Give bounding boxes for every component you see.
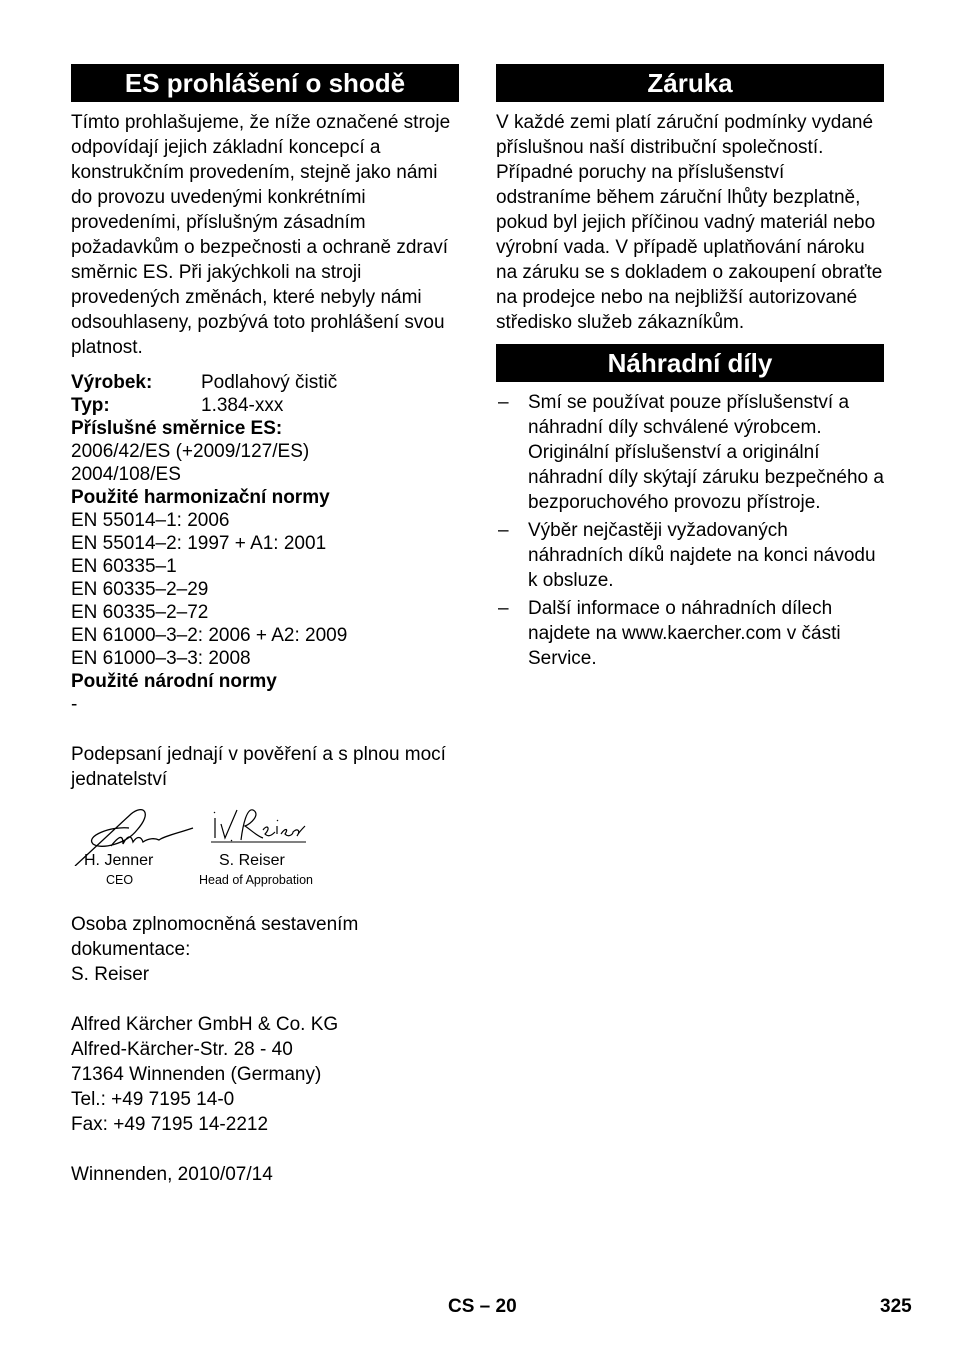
signature-reiser-image <box>211 804 306 846</box>
standard-item: EN 55014–1: 2006 <box>71 510 230 531</box>
authorized-text: Osoba zplnomocněná sestavením dokumentace: <box>71 914 359 960</box>
warranty-text: V každé zemi platí záruční podmínky vydané příslušnou naší distribuční společností. Případné poruchy na příslušenství odstraníme během záruční lhůty bezplatně, pokud byl jejich příčinou vadný materiál nebo výrobní vada. V případě uplatňování nároku na záruku se s dokladem o zakoupení obraťte na prodejce nebo na nejbližší autorizované středisko služeb zákazníkům. <box>496 112 883 333</box>
footer-page-number: 325 <box>880 1296 912 1317</box>
signer-2-role: Head of Approbation <box>199 873 313 887</box>
footer-language-page: CS – 20 <box>448 1296 517 1317</box>
list-item <box>496 518 884 593</box>
warranty-column <box>496 64 884 674</box>
declaration-heading: ES prohlášení o shodě <box>71 64 459 102</box>
national-standards-value: - <box>71 694 78 715</box>
national-standards-label: Použité národní normy <box>71 671 277 692</box>
declaration-intro: Tímto prohlašujeme, že níže označené stroje odpovídají jejich základní koncepcí a konstrukčním provedením, stejně jako námi do provozu uvedenými konkrétními provedeními, příslušným zásadním požadavkům o bezpečnosti a ochraně zdraví směrnic ES. Při jakýchkoli na stroji provedených změnách, které nebyly námi odsouhlaseny, pozbývá toto prohlášení svou platnost. <box>71 112 451 358</box>
type-label: Typ: <box>71 395 110 416</box>
spare-parts-heading: Náhradní díly <box>496 344 884 382</box>
address-line: Fax: +49 7195 14-2212 <box>71 1114 269 1135</box>
spare-parts-list <box>496 390 884 671</box>
address-line: Alfred Kärcher GmbH & Co. KG <box>71 1014 339 1035</box>
standard-item: EN 55014–2: 1997 + A1: 2001 <box>71 533 327 554</box>
list-item <box>496 596 884 671</box>
address-line: Tel.: +49 7195 14-0 <box>71 1089 235 1110</box>
signer-2-name: S. Reiser <box>219 852 285 869</box>
spec-block <box>71 371 459 716</box>
standard-item: EN 61000–3–3: 2008 <box>71 648 251 669</box>
standard-item: EN 60335–2–29 <box>71 579 209 600</box>
list-item-text: Smí se používat pouze příslušenství a náhradní díly schválené výrobcem. Originální příslušenství a originální náhradní díly skýtají záruku bezpečného a bezporuchového provozu přístroje. <box>528 392 884 513</box>
standards-label: Použité harmonizační normy <box>71 487 330 508</box>
signer-1-role: CEO <box>106 873 134 887</box>
declaration-column <box>71 64 459 1187</box>
directives-label: Příslušné směrnice ES: <box>71 418 283 439</box>
list-item-text: Výběr nejčastěji vyžadovaných náhradních díků najdete na konci návodu k obsluze. <box>528 520 876 591</box>
type-row <box>71 394 459 417</box>
list-item <box>496 390 884 515</box>
bullet-dash: – <box>498 392 509 413</box>
warranty-heading: Záruka <box>496 64 884 102</box>
product-value: Podlahový čistič <box>201 372 338 393</box>
signatures-block <box>71 800 459 900</box>
bullet-dash: – <box>498 520 509 541</box>
list-item-text: Další informace o náhradních dílech najdete na www.kaercher.com v části Service. <box>528 598 841 669</box>
standard-item: EN 60335–1 <box>71 556 177 577</box>
bullet-dash: – <box>498 598 509 619</box>
signed-text: Podepsaní jednají v pověření a s plnou mocí jednatelství <box>71 744 446 790</box>
type-value: 1.384-xxx <box>201 395 284 416</box>
authorized-name: S. Reiser <box>71 964 150 985</box>
address-line: 71364 Winnenden (Germany) <box>71 1064 322 1085</box>
signer-1-name: H. Jenner <box>84 852 154 869</box>
product-label: Výrobek: <box>71 372 153 393</box>
directive-item: 2006/42/ES (+2009/127/ES) <box>71 441 310 462</box>
product-row <box>71 371 459 394</box>
address-line: Alfred-Kärcher-Str. 28 - 40 <box>71 1039 293 1060</box>
directive-item: 2004/108/ES <box>71 464 181 485</box>
standard-item: EN 61000–3–2: 2006 + A2: 2009 <box>71 625 348 646</box>
company-address <box>71 1012 459 1137</box>
place-date: Winnenden, 2010/07/14 <box>71 1164 273 1185</box>
standard-item: EN 60335–2–72 <box>71 602 209 623</box>
